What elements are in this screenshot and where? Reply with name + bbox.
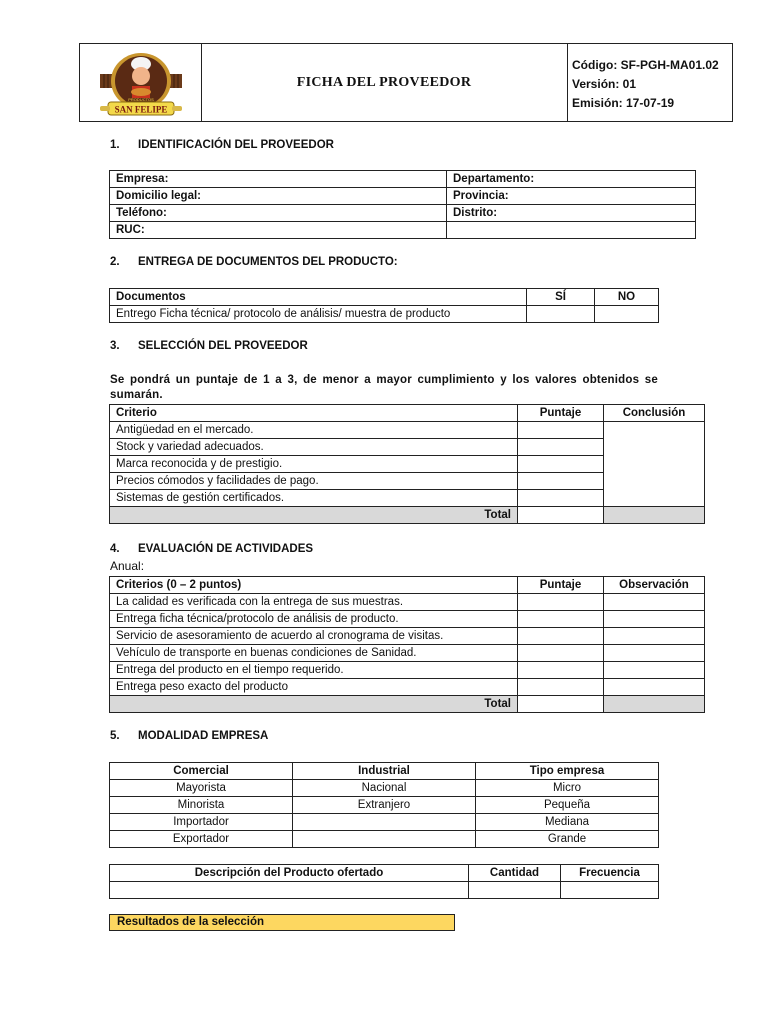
observacion-cell[interactable] — [604, 645, 705, 662]
section-title: ENTREGA DE DOCUMENTOS DEL PRODUCTO: — [138, 256, 398, 268]
no-cell[interactable] — [595, 306, 659, 323]
total-grey-cell — [604, 696, 705, 713]
puntaje-cell[interactable] — [518, 679, 604, 696]
table-header-row — [110, 289, 659, 306]
observacion-cell[interactable] — [604, 594, 705, 611]
total-puntaje-cell[interactable] — [518, 507, 604, 524]
table-row — [110, 188, 696, 205]
section-title: SELECCIÓN DEL PROVEEDOR — [138, 340, 308, 352]
total-label: Total — [110, 696, 518, 713]
column-header: Observación — [604, 577, 705, 594]
section-1-heading — [110, 139, 334, 151]
table-header-row — [110, 405, 705, 422]
option-cell[interactable]: Grande — [476, 831, 659, 848]
criterion-label: Precios cómodos y facilidades de pago. — [110, 473, 518, 490]
section-2-heading — [110, 256, 398, 268]
table-row — [110, 797, 659, 814]
table-row — [110, 814, 659, 831]
observacion-cell[interactable] — [604, 611, 705, 628]
column-header: SÍ — [527, 289, 595, 306]
puntaje-cell[interactable] — [518, 662, 604, 679]
company-modality-table — [109, 762, 659, 848]
documents-table — [109, 288, 659, 323]
departamento-field[interactable]: Departamento: — [447, 171, 696, 188]
ruc-field[interactable]: RUC: — [110, 222, 447, 239]
section-5-heading — [110, 730, 268, 742]
table-row — [110, 222, 696, 239]
column-header: Conclusión — [604, 405, 705, 422]
domicilio-field[interactable]: Domicilio legal: — [110, 188, 447, 205]
column-header: Criterio — [110, 405, 518, 422]
column-header: Descripción del Producto ofertado — [110, 865, 469, 882]
section-4-heading — [110, 543, 313, 555]
section-3-heading — [110, 340, 308, 352]
column-header: Tipo empresa — [476, 763, 659, 780]
table-header-row — [110, 577, 705, 594]
option-cell[interactable]: Mediana — [476, 814, 659, 831]
total-grey-cell — [604, 507, 705, 524]
column-header: Puntaje — [518, 577, 604, 594]
option-cell[interactable] — [293, 831, 476, 848]
table-row — [110, 422, 705, 439]
criterion-label: Antigüedad en el mercado. — [110, 422, 518, 439]
section-number: 5. — [110, 730, 120, 742]
section-number: 3. — [110, 340, 120, 352]
puntaje-cell[interactable] — [518, 594, 604, 611]
column-header: Comercial — [110, 763, 293, 780]
section-number: 2. — [110, 256, 120, 268]
document-item: Entrego Ficha técnica/ protocolo de análisis/ muestra de producto — [110, 306, 527, 323]
logo-cell — [80, 44, 202, 121]
conclusion-cell[interactable] — [604, 422, 705, 507]
puntaje-cell[interactable] — [518, 490, 604, 507]
observacion-cell[interactable] — [604, 628, 705, 645]
supplier-identification-table — [109, 170, 696, 239]
criterion-label: Entrega del producto en el tiempo requerido. — [110, 662, 518, 679]
section-title: MODALIDAD EMPRESA — [138, 730, 269, 742]
table-header-row — [110, 763, 659, 780]
cantidad-cell[interactable] — [469, 882, 561, 899]
total-puntaje-cell[interactable] — [518, 696, 604, 713]
empresa-field[interactable]: Empresa: — [110, 171, 447, 188]
selection-results-label: Resultados de la selección — [109, 914, 455, 931]
column-header: Puntaje — [518, 405, 604, 422]
total-row — [110, 507, 705, 524]
criterion-label: Vehículo de transporte en buenas condiciones de Sanidad. — [110, 645, 518, 662]
puntaje-cell[interactable] — [518, 422, 604, 439]
option-cell[interactable]: Exportador — [110, 831, 293, 848]
option-cell[interactable]: Micro — [476, 780, 659, 797]
criterion-label: La calidad es verificada con la entrega de sus muestras. — [110, 594, 518, 611]
puntaje-cell[interactable] — [518, 645, 604, 662]
column-header: NO — [595, 289, 659, 306]
table-row — [110, 628, 705, 645]
option-cell[interactable]: Mayorista — [110, 780, 293, 797]
column-header: Criterios (0 – 2 puntos) — [110, 577, 518, 594]
table-row — [110, 306, 659, 323]
criterion-label: Marca reconocida y de prestigio. — [110, 456, 518, 473]
supplier-selection-table — [109, 404, 705, 524]
option-cell[interactable]: Extranjero — [293, 797, 476, 814]
puntaje-cell[interactable] — [518, 439, 604, 456]
column-header: Cantidad — [469, 865, 561, 882]
telefono-field[interactable]: Teléfono: — [110, 205, 447, 222]
document-title: FICHA DEL PROVEEDOR — [296, 74, 472, 90]
puntaje-cell[interactable] — [518, 473, 604, 490]
version-label: Versión: 01 — [572, 77, 637, 91]
column-header: Documentos — [110, 289, 527, 306]
svg-text:SAN FELIPE: SAN FELIPE — [114, 104, 168, 115]
product-offer-table — [109, 864, 659, 899]
document-header — [79, 43, 733, 122]
section-title: EVALUACIÓN DE ACTIVIDADES — [138, 543, 314, 555]
column-header: Industrial — [293, 763, 476, 780]
puntaje-cell[interactable] — [518, 628, 604, 645]
criterion-label: Entrega peso exacto del producto — [110, 679, 518, 696]
table-row — [110, 611, 705, 628]
activity-evaluation-table — [109, 576, 705, 713]
codigo-label: Código: SF-PGH-MA01.02 — [572, 58, 719, 72]
section-number: 1. — [110, 139, 120, 151]
table-row — [110, 594, 705, 611]
observacion-cell[interactable] — [604, 679, 705, 696]
table-row — [110, 882, 659, 899]
provincia-field[interactable]: Provincia: — [447, 188, 696, 205]
emision-label: Emisión: 17-07-19 — [572, 96, 675, 110]
option-cell[interactable]: Nacional — [293, 780, 476, 797]
total-label: Total — [110, 507, 518, 524]
table-header-row — [110, 865, 659, 882]
option-cell[interactable]: Importador — [110, 814, 293, 831]
section-title: IDENTIFICACIÓN DEL PROVEEDOR — [138, 139, 334, 151]
table-row — [110, 205, 696, 222]
criterion-label: Servicio de asesoramiento de acuerdo al cronograma de visitas. — [110, 628, 518, 645]
option-cell[interactable]: Minorista — [110, 797, 293, 814]
anual-label: Anual: — [110, 559, 145, 573]
column-header: Frecuencia — [561, 865, 659, 882]
puntaje-cell[interactable] — [518, 456, 604, 473]
table-row — [110, 679, 705, 696]
criterion-label: Sistemas de gestión certificados. — [110, 490, 518, 507]
document-meta — [567, 44, 732, 121]
table-row — [110, 780, 659, 797]
section-number: 4. — [110, 543, 120, 555]
criterion-label: Stock y variedad adecuados. — [110, 439, 518, 456]
svg-text:PRODUCTOS: PRODUCTOS — [128, 97, 154, 102]
table-row — [110, 171, 696, 188]
section-3-description: Se pondrá un puntaje de 1 a 3, de menor a mayor cumplimiento y los valores obtenidos se sumarán. — [110, 374, 658, 401]
empty-cell[interactable] — [447, 222, 696, 239]
table-row — [110, 662, 705, 679]
criterion-label: Entrega ficha técnica/protocolo de análisis de producto. — [110, 611, 518, 628]
total-row — [110, 696, 705, 713]
distrito-field[interactable]: Distrito: — [447, 205, 696, 222]
option-cell[interactable]: Pequeña — [476, 797, 659, 814]
frecuencia-cell[interactable] — [561, 882, 659, 899]
table-row — [110, 831, 659, 848]
option-cell[interactable] — [293, 814, 476, 831]
si-cell[interactable] — [527, 306, 595, 323]
observacion-cell[interactable] — [604, 662, 705, 679]
product-description-cell[interactable] — [110, 882, 469, 899]
table-row — [110, 645, 705, 662]
san-felipe-logo-icon — [80, 44, 201, 121]
puntaje-cell[interactable] — [518, 611, 604, 628]
